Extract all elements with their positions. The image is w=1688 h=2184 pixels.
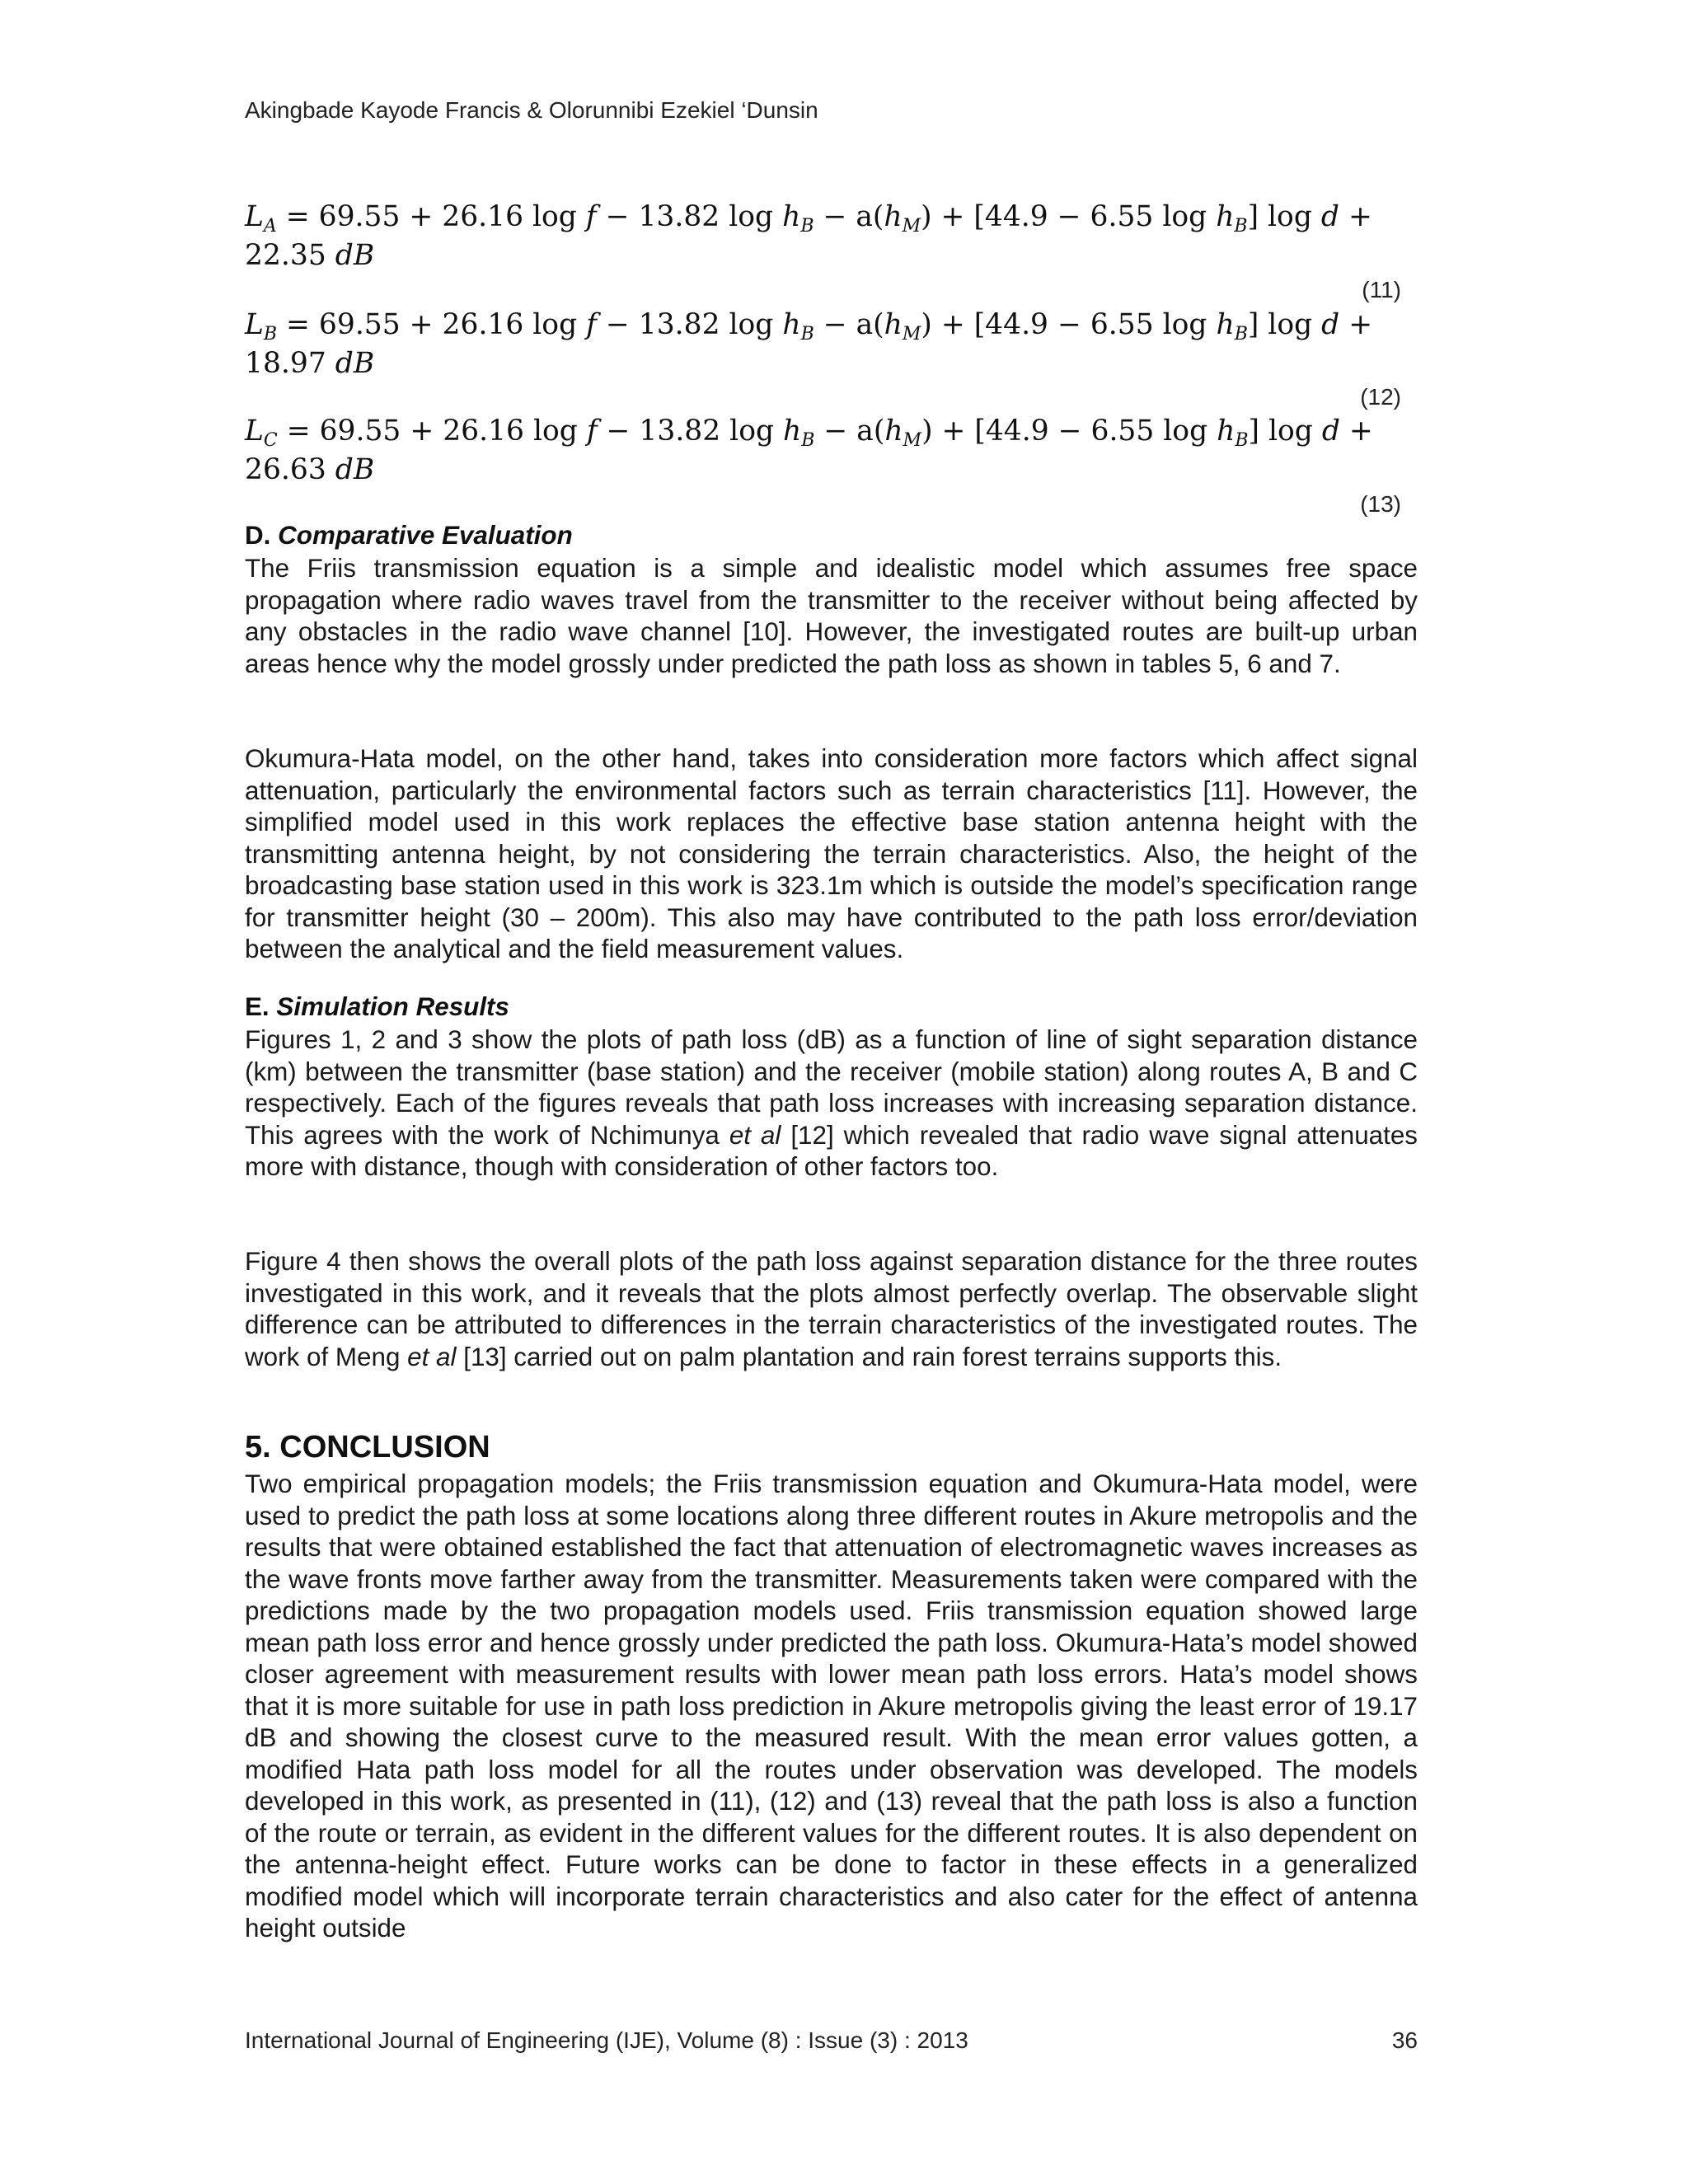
section-e-paragraph-2: Figure 4 then shows the overall plots of the path loss against separation distance for the three routes investigated in this work, and it reveals that the plots almost perfectly overlap. The observable slight difference can be attributed to differences in the terrain characteristics of the investigated routes. The work of Meng et al [13] carried out on palm plantation and rain forest terrains supports this.	[245, 1247, 1418, 1371]
equation-11-line-1: $L_A = 69.55 + 26.16$ log f − 13.82 $\log h_B - a(h_M) + [44.9 - 6.55$ $\log h_B$] log d +	[245, 200, 1372, 237]
equation-13-line-2: 26.63 dB	[245, 453, 375, 486]
section-d-paragraph-1: The Friis transmission equation is a simple and idealistic model which assumes free space propagation where radio waves travel from the transmitter to the receiver without being affected by any obstacles in the radio wave channel [10]. However, the investigated routes are built-up urban areas hence why the model grossly under predicted the path loss as shown in tables 5, 6 and 7.	[245, 554, 1418, 678]
conclusion-heading: 5. CONCLUSION	[245, 1430, 490, 1465]
section-d-paragraph-2: Okumura-Hata model, on the other hand, takes into consideration more factors which affect signal attenuation, particularly the environmental factors such as terrain characteristics [11]. However, the simplified model used in this work replaces the effective base station antenna height with the transmitting antenna height, by not considering the terrain characteristics. Also, the height of the broadcasting base station used in this work is 323.1m which is outside the model’s specification range for transmitter height (30 – 200m). This also may have contributed to the path loss error/deviation between the analytical and the field measurement values.	[245, 744, 1418, 963]
equation-11-line-2: 22.35 dB	[245, 239, 375, 272]
equation-11-number: (11)	[1362, 277, 1401, 302]
equation-12-line-1: $L_B = 69.55 + 26.16$ log f − 13.82 $\log h_B - a(h_M) + [44.9 - 6.55$ $\log h_B$] log d +	[245, 308, 1373, 344]
running-header-authors: Akingbade Kayode Francis & Olorunnibi Ezekiel ‘Dunsin	[245, 97, 818, 123]
equation-13-number: (13)	[1360, 491, 1401, 517]
equation-12-line-2: 18.97 dB	[245, 347, 375, 380]
footer-journal-citation: International Journal of Engineering (IJE), Volume (8) : Issue (3) : 2013	[245, 2027, 968, 2053]
section-d-heading: D. Comparative Evaluation	[245, 521, 573, 550]
section-e-heading: E. Simulation Results	[245, 992, 509, 1021]
equation-13-line-1: $L_C = 69.55 + 26.16$ log f − 13.82 $\log h_B - a(h_M) + [44.9 - 6.55$ $\log h_B$] log d +	[245, 415, 1373, 451]
conclusion-paragraph: Two empirical propagation models; the Friis transmission equation and Okumura-Hata model, were used to predict the path loss at some locations along three different routes in Akure metropolis and the results that were obtained established the fact that attenuation of electromagnetic waves increases as the wave fronts move farther away from the transmitter. Measurements taken were compared with the predictions made by the two propagation models used. Friis transmission equation showed large mean path loss error and hence grossly under predicted the path loss. Okumura-Hata’s model showed closer agreement with measurement results with lower mean path loss errors. Hata’s model shows that it is more suitable for use in path loss prediction in Akure metropolis giving the least error of 19.17 dB and showing the closest curve to the measured result. With the mean error values gotten, a modified Hata path loss model for all the routes under observation was developed. The models developed in this work, as presented in (11), (12) and (13) reveal that the path loss is also a function of the route or terrain, as evident in the different values for the different routes. It is also dependent on the antenna-height effect. Future works can be done to factor in these effects in a generalized modified model which will incorporate terrain characteristics and also cater for the effect of antenna height outside	[245, 1469, 1418, 1943]
page-number: 36	[1391, 2027, 1418, 2053]
section-e-paragraph-1: Figures 1, 2 and 3 show the plots of path loss (dB) as a function of line of sight separation distance (km) between the transmitter (base station) and the receiver (mobile station) along routes A, B and C respectively. Each of the figures reveals that path loss increases with increasing separation distance. This agrees with the work of Nchimunya et al [12] which revealed that radio wave signal attenuates more with distance, though with consideration of other factors too.	[245, 1025, 1418, 1181]
equation-12-number: (12)	[1360, 384, 1401, 410]
